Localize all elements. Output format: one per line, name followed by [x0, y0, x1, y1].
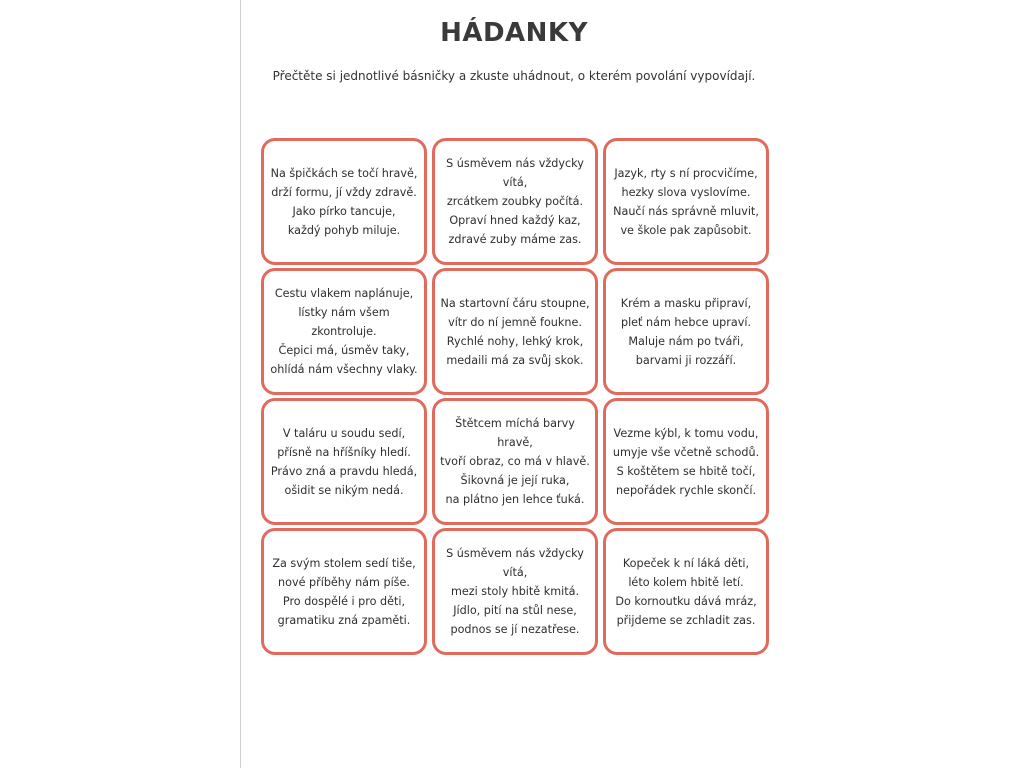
riddle-text: Vezme kýbl, k tomu vodu, umyje vše včetně schodů. S koštětem se hbitě točí, nepořádek rychle skončí.: [612, 426, 760, 497]
instructions-text: Přečtěte si jednotlivé básničky a zkuste uhádnout, o kterém povolání vypovídají.: [272, 69, 756, 83]
riddle-card: [432, 398, 598, 525]
riddle-text: S úsměvem nás vždycky vítá, mezi stoly hbitě kmitá. Jídlo, pití na stůl nese, podnos se jí nezatřese.: [446, 547, 584, 636]
riddle-text: Jazyk, rty s ní procvičíme, hezky slova vyslovíme. Naučí nás správně mluvit, ve škole pak zapůsobit.: [613, 166, 759, 237]
riddle-text: V taláru u soudu sedí, přísně na hříšníky hledí. Právo zná a pravdu hledá, ošidit se nikým nedá.: [270, 426, 418, 497]
riddle-text: Štětcem míchá barvy hravě, tvoří obraz, co má v hlavě. Šikovná je její ruka, na plátno jen lehce ťuká.: [440, 417, 590, 506]
riddle-text: Za svým stolem sedí tiše, nové příběhy nám píše. Pro dospělé i pro děti, gramatiku zná zpaměti.: [272, 556, 416, 627]
riddle-text: Cestu vlakem naplánuje, lístky nám všem zkontroluje. Čepici má, úsměv taky, ohlídá nám všechny vlaky.: [270, 287, 418, 376]
page-edge-divider: [240, 0, 241, 768]
riddle-card: [603, 268, 769, 395]
riddle-card: [261, 528, 427, 655]
riddle-card: [603, 528, 769, 655]
riddle-text: S úsměvem nás vždycky vítá, zrcátkem zoubky počítá. Opraví hned každý kaz, zdravé zuby máme zas.: [446, 157, 584, 246]
riddle-text: Na startovní čáru stoupne, vítr do ní jemně foukne. Rychlé nohy, lehký krok, medaili má za svůj skok.: [440, 296, 590, 367]
riddle-card: [603, 398, 769, 525]
riddle-card: [432, 138, 598, 265]
riddle-grid: [261, 138, 769, 655]
riddle-card: [261, 268, 427, 395]
riddle-text: Krém a masku připraví, pleť nám hebce upraví. Maluje nám po tváři, barvami ji rozzáří.: [620, 296, 752, 367]
riddle-text: Kopeček k ní láká děti, léto kolem hbitě letí. Do kornoutku dává mráz, přijdeme se zchladit zas.: [615, 556, 757, 627]
riddle-card: [261, 398, 427, 525]
page-title: HÁDANKY: [440, 18, 588, 48]
riddle-card: [261, 138, 427, 265]
riddle-card: [603, 138, 769, 265]
riddle-text: Na špičkách se točí hravě, drží formu, jí vždy zdravě. Jako pírko tancuje, každý pohyb miluje.: [270, 166, 418, 237]
riddle-card: [432, 528, 598, 655]
riddle-card: [432, 268, 598, 395]
